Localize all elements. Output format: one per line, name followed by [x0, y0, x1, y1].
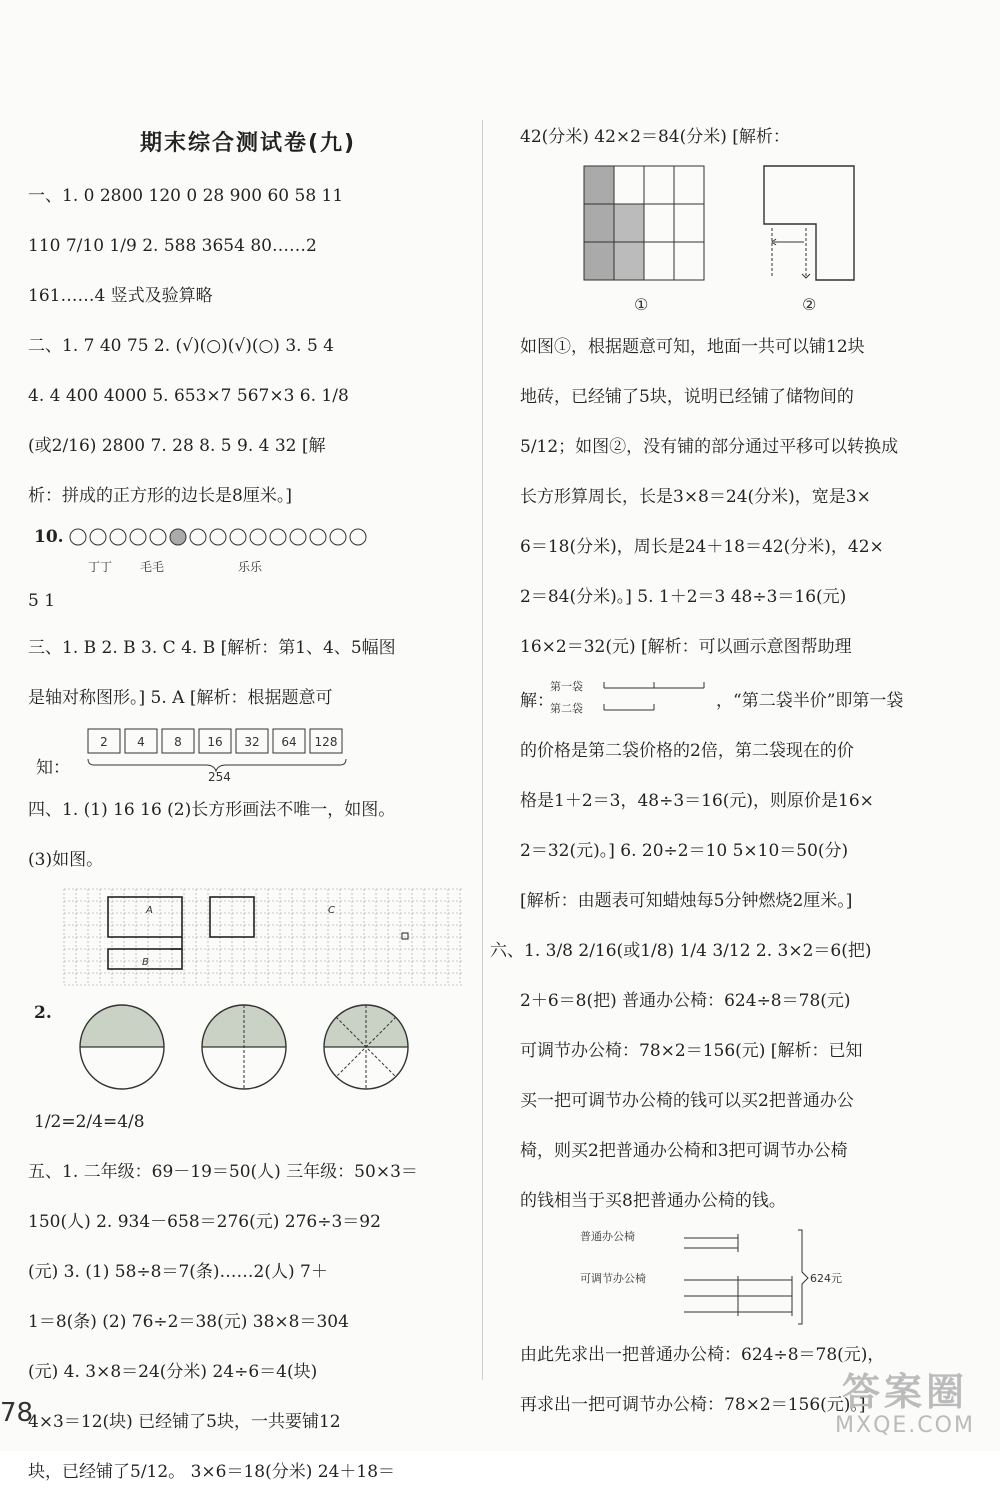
- q10-circle: [130, 529, 146, 545]
- bag-svg: [546, 672, 716, 722]
- watermark-top: 答案圈: [841, 1370, 968, 1414]
- name-lele: 乐乐: [238, 560, 263, 574]
- answer-line: (或2/16) 2800 7. 28 8. 5 9. 4 32 [解: [28, 436, 326, 456]
- answer-line: 椅，则买2把普通办公椅和3把可调节办公椅: [520, 1141, 848, 1161]
- left-column: [28, 120, 468, 1497]
- value-box-label: 4: [137, 735, 145, 749]
- floor-tile: [644, 242, 674, 280]
- fig-label-1: ①: [634, 295, 649, 314]
- floor-tile: [674, 204, 704, 242]
- answer-line: 二、1. 7 40 75 2. (√)(○)(√)(○) 3. 5 4: [28, 336, 334, 356]
- floor-tile: [644, 166, 674, 204]
- circle-halves: [80, 1005, 164, 1089]
- q10-circle: [330, 529, 346, 545]
- watermark-logo: [820, 1371, 990, 1441]
- answer-line: 四、1. (1) 16 16 (2)长方形画法不唯一，如图。: [28, 800, 396, 820]
- bag-second-label: 第二袋: [550, 702, 583, 715]
- q10-label: 10.: [34, 527, 64, 547]
- answer-line: 4×3＝12(块) 已经铺了5块，一共要铺12: [28, 1412, 341, 1432]
- answer-line: 如图①，根据题意可知，地面一共可以铺12块: [520, 337, 865, 357]
- q10-circle: [350, 529, 366, 545]
- circles-label: 2.: [34, 1003, 52, 1023]
- chair-adjustable-label: 可调节办公椅: [580, 1272, 646, 1285]
- fraction-equation: 1/2=2/4=4/8: [34, 1112, 145, 1132]
- q10-circle: [90, 529, 106, 545]
- answer-line: 4. 4 400 4000 5. 653×7 567×3 6. 1/8: [28, 386, 349, 406]
- doubling-boxes: [28, 723, 468, 785]
- q10-figure: [28, 521, 468, 579]
- answer-line: 六、1. 3/8 2/16(或1/8) 1/4 3/12 2. 3×2＝6(把): [490, 941, 872, 961]
- answer-line: 格是1＋2＝3，48÷3＝16(元)，则原价是16×: [520, 791, 874, 811]
- bag-first-label: 第一袋: [550, 680, 583, 693]
- circle-eighths: [324, 1005, 408, 1089]
- q10-circle: [70, 529, 86, 545]
- q10-circle: [170, 529, 186, 545]
- fig-label-2: ②: [802, 295, 817, 314]
- answer-line: 可调节办公椅：78×2＝156(元) [解析：已知: [520, 1041, 863, 1061]
- answer-line: 2＋6＝8(把) 普通办公椅：624÷8＝78(元): [520, 991, 851, 1011]
- bag-prefix: 解：: [520, 691, 554, 711]
- q10-circle: [150, 529, 166, 545]
- value-box-label: 64: [281, 735, 297, 749]
- answer-line: 买一把可调节办公椅的钱可以买2把普通办公: [520, 1091, 854, 1111]
- circles-figure: [28, 1001, 468, 1097]
- grid-figure: [60, 885, 470, 995]
- chair-diagram: [580, 1226, 920, 1330]
- grid-label-a: A: [146, 905, 153, 916]
- value-box-label: 32: [244, 735, 260, 749]
- answer-line: 再求出一把可调节办公椅：78×2＝156(元)。]: [520, 1395, 866, 1415]
- chair-total: 624元: [810, 1272, 842, 1285]
- q10-answer: 5 1: [28, 591, 56, 611]
- answer-line: 2＝32(元)。] 6. 20÷2＝10 5×10＝50(分): [520, 841, 849, 861]
- boxes-sum: 254: [208, 770, 231, 783]
- answer-line: 是轴对称图形。] 5. A [解析：根据题意可: [28, 688, 333, 708]
- q10-circle: [230, 529, 246, 545]
- answer-line: 五、1. 二年级：69－19＝50(人) 三年级：50×3＝: [28, 1162, 418, 1182]
- q10-circle: [110, 529, 126, 545]
- answer-line: 5/12；如图②，没有铺的部分通过平移可以转换成: [520, 437, 899, 457]
- answer-line: 150(人) 2. 934－658＝276(元) 276÷3＝92: [28, 1212, 381, 1232]
- answer-line: (元) 3. (1) 58÷8＝7(条)……2(人) 7＋: [28, 1262, 328, 1282]
- answer-line: (3)如图。: [28, 850, 104, 870]
- grid-label-c: C: [328, 905, 335, 916]
- page-title: 期末综合测试卷(九): [139, 131, 357, 156]
- answer-line: 析：拼成的正方形的边长是8厘米。]: [28, 486, 292, 506]
- answer-line: 6＝18(分米)，周长是24＋18＝42(分米)，42×: [520, 537, 884, 557]
- floor-tile: [674, 166, 704, 204]
- name-dingding: 丁丁: [88, 560, 113, 574]
- answer-line: 长方形算周长，长是3×8＝24(分米)，宽是3×: [520, 487, 871, 507]
- value-box-label: 2: [100, 735, 108, 749]
- answer-line: 由此先求出一把普通办公椅：624÷8＝78(元)，: [520, 1345, 885, 1365]
- floor-tile: [674, 242, 704, 280]
- q10-circle: [290, 529, 306, 545]
- circle-quarters: [202, 1005, 286, 1089]
- q10-circle: [210, 529, 226, 545]
- q10-circle: [310, 529, 326, 545]
- right-column: [490, 120, 960, 1430]
- answer-line: 161……4 竖式及验算略: [28, 286, 213, 306]
- grid-label-b: B: [142, 957, 149, 968]
- value-box-label: 128: [314, 735, 338, 749]
- room-shape-2: [764, 166, 854, 280]
- answer-line: 一、1. 0 2800 120 0 28 900 60 58 11: [28, 186, 344, 206]
- boxes-svg: [86, 723, 406, 783]
- answer-line: 2＝84(分米)。] 5. 1＋2＝3 48÷3＝16(元): [520, 587, 847, 607]
- answer-line: 地砖，已经铺了5块，说明已经铺了储物间的: [520, 387, 854, 407]
- boxes-prefix: 知：: [36, 758, 70, 778]
- floor-tile: [614, 166, 644, 204]
- q10-circle: [270, 529, 286, 545]
- answer-line: 三、1. B 2. B 3. C 4. B [解析：第1、4、5幅图: [28, 638, 396, 658]
- value-box-label: 16: [207, 735, 223, 749]
- answer-line: 16×2＝32(元) [解析：可以画示意图帮助理: [520, 637, 852, 657]
- q10-circle-row: [68, 521, 468, 579]
- circles-svg: [78, 1001, 438, 1097]
- floor-figures: [580, 162, 880, 322]
- answer-line: 110 7/10 1/9 2. 588 3654 80……2: [28, 236, 317, 256]
- bag-text: ，“第二袋半价”即第一袋: [716, 691, 904, 711]
- value-box-label: 8: [174, 735, 182, 749]
- chair-normal-label: 普通办公椅: [580, 1230, 635, 1243]
- answer-line: 的价格是第二袋价格的2倍，第二袋现在的价: [520, 741, 854, 761]
- tile-grid-1: [584, 166, 704, 280]
- page-number: 78: [0, 1398, 34, 1428]
- answer-line: [解析：由题表可知蜡烛每5分钟燃烧2厘米。]: [520, 891, 853, 911]
- q10-circle: [190, 529, 206, 545]
- bag-diagram: [520, 672, 960, 726]
- answer-line: 块，已经铺了5/12。 3×6＝18(分米) 24＋18＝: [28, 1462, 396, 1482]
- floor-tile: [644, 204, 674, 242]
- answer-line: (元) 4. 3×8＝24(分米) 24÷6＝4(块): [28, 1362, 318, 1382]
- watermark-bottom: MXQE.COM: [835, 1413, 975, 1438]
- column-divider: [482, 120, 483, 1380]
- q10-circle: [250, 529, 266, 545]
- answer-line: 1＝8(条) (2) 76÷2＝38(元) 38×8＝304: [28, 1312, 349, 1332]
- answer-line: 的钱相当于买8把普通办公椅的钱。: [520, 1191, 786, 1211]
- name-maomao: 毛毛: [140, 560, 165, 574]
- answer-line: 42(分米) 42×2＝84(分米) [解析：: [520, 127, 790, 147]
